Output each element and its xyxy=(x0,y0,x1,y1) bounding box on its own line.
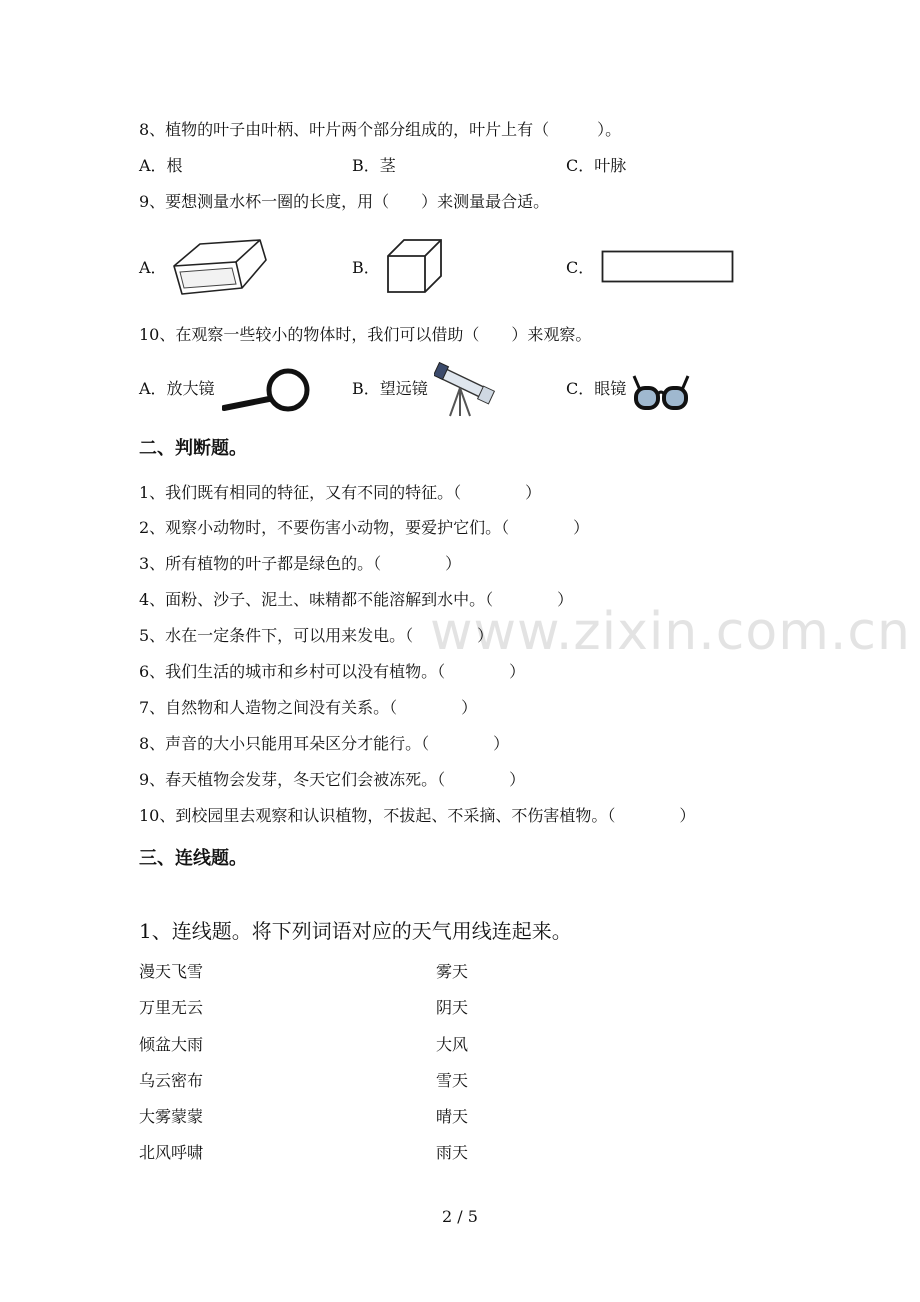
question-10: 10、在观察一些较小的物体时，我们可以借助（ ）来观察。 xyxy=(139,325,592,344)
judge-item-10: 10、到校园里去观察和认识植物，不拔起、不采摘、不伤害植物。（ ） xyxy=(139,806,696,825)
right-term-3: 大风 xyxy=(436,1035,469,1054)
eraser-icon xyxy=(170,236,268,298)
q10-option-b: B．望远镜 xyxy=(352,379,428,398)
right-term-4: 雪天 xyxy=(436,1071,469,1090)
right-term-2: 阴天 xyxy=(436,998,469,1017)
judge-item-6: 6、我们生活的城市和乡村可以没有植物。（ ） xyxy=(139,662,526,681)
q9-option-a: A． xyxy=(139,258,167,277)
matching-question-1: 1、连线题。将下列词语对应的天气用线连起来。 xyxy=(139,919,572,943)
question-8: 8、植物的叶子由叶柄、叶片两个部分组成的，叶片上有（ ）。 xyxy=(139,120,622,139)
right-term-1: 雾天 xyxy=(436,962,469,981)
left-term-4: 乌云密布 xyxy=(139,1071,204,1090)
q8-option-a: A．根 xyxy=(139,156,183,175)
judge-item-4: 4、面粉、沙子、泥土、味精都不能溶解到水中。（ ） xyxy=(139,590,574,609)
judge-item-2: 2、观察小动物时，不要伤害小动物，要爱护它们。（ ） xyxy=(139,518,590,537)
left-term-5: 大雾蒙蒙 xyxy=(139,1107,204,1126)
section-3-heading: 三、连线题。 xyxy=(139,848,247,869)
left-term-6: 北风呼啸 xyxy=(139,1143,204,1162)
rectangle-strip-icon xyxy=(601,250,735,284)
question-9: 9、要想测量水杯一圈的长度，用（ ）来测量最合适。 xyxy=(139,192,550,211)
q8-option-b: B．茎 xyxy=(352,156,396,175)
left-term-1: 漫天飞雪 xyxy=(139,962,204,981)
judge-item-7: 7、自然物和人造物之间没有关系。（ ） xyxy=(139,698,478,717)
judge-item-3: 3、所有植物的叶子都是绿色的。（ ） xyxy=(139,554,462,573)
section-2-heading: 二、判断题。 xyxy=(139,438,247,459)
left-term-2: 万里无云 xyxy=(139,998,204,1017)
left-term-3: 倾盆大雨 xyxy=(139,1035,204,1054)
q10-option-c: C．眼镜 xyxy=(566,379,627,398)
right-term-6: 雨天 xyxy=(436,1143,469,1162)
judge-item-5: 5、水在一定条件下，可以用来发电。（ ） xyxy=(139,626,494,645)
q9-option-b: B． xyxy=(352,258,380,277)
watermark: www.zixin.com.cn xyxy=(430,602,911,662)
telescope-icon xyxy=(434,358,498,418)
glasses-icon xyxy=(632,370,690,414)
q9-option-c: C． xyxy=(566,258,595,277)
q8-option-c: C．叶脉 xyxy=(566,156,627,175)
judge-item-9: 9、春天植物会发芽，冬天它们会被冻死。（ ） xyxy=(139,770,526,789)
q10-option-a: A．放大镜 xyxy=(139,379,215,398)
judge-item-1: 1、我们既有相同的特征，又有不同的特征。（ ） xyxy=(139,483,542,502)
magnifying-glass-icon xyxy=(222,364,312,414)
page-number: 2 / 5 xyxy=(442,1207,478,1226)
judge-item-8: 8、声音的大小只能用耳朵区分才能行。（ ） xyxy=(139,734,510,753)
right-term-5: 晴天 xyxy=(436,1107,469,1126)
cube-icon xyxy=(386,238,444,296)
